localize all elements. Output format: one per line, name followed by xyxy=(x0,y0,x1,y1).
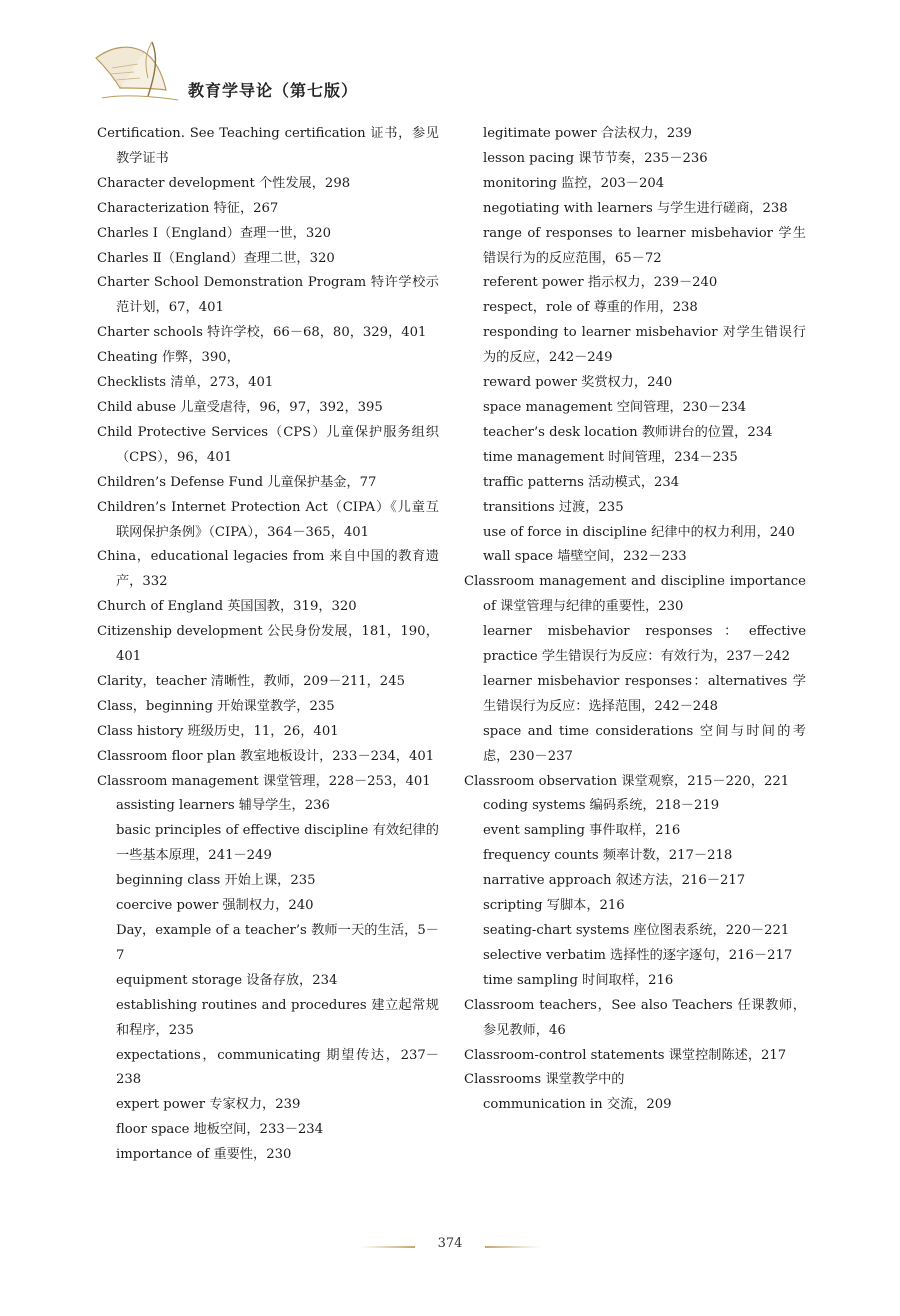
index-entry: Classroom observation 课堂观察，215－220，221 xyxy=(464,773,790,789)
index-entry: Certification. See Teaching certification 证书，参见教学证书 xyxy=(97,126,439,166)
index-subentry: assisting learners 辅导学生，236 xyxy=(116,798,330,814)
index-subentry: frequency counts 频率计数，217－218 xyxy=(483,848,733,864)
index-subentry: use of force in discipline 纪律中的权力利用，240 xyxy=(483,524,795,540)
index-entry: Children’s Internet Protection Act（CIPA）《儿童互联网保护条例》（CIPA），364－365，401 xyxy=(97,499,439,540)
index-subentry: reward power 奖赏权力，240 xyxy=(483,375,673,391)
index-entry: Clarity，teacher 清晰性，教师，209－211，245 xyxy=(97,673,405,689)
index-subentry: traffic patterns 活动模式，234 xyxy=(483,474,680,490)
index-subentry: learner misbehavior responses：alternatives 学生错误行为反应：选择范围，242－248 xyxy=(483,673,806,714)
index-subentry: teacher’s desk location 教师讲台的位置，234 xyxy=(483,424,773,440)
index-subentry: negotiating with learners 与学生进行磋商，238 xyxy=(483,200,788,216)
index-entry: Class history 班级历史，11，26，401 xyxy=(97,723,339,739)
index-subentry: coding systems 编码系统，218－219 xyxy=(483,798,720,814)
index-subentry: lesson pacing 课节节奏，235－236 xyxy=(483,150,708,166)
index-subentry: coercive power 强制权力，240 xyxy=(116,898,314,914)
index-subentry: basic principles of effective discipline 有效纪律的一些基本原理，241－249 xyxy=(116,823,439,864)
index-entry: Charter School Demonstration Program 特许学校示范计划，67，401 xyxy=(97,275,439,316)
index-entry: Church of England 英国国教，319，320 xyxy=(97,599,357,615)
index-subentry: expectations，communicating 期望传达，237－238 xyxy=(116,1047,439,1088)
index-subentry: establishing routines and procedures 建立起常规和程序，235 xyxy=(116,997,439,1038)
index-entry: Classroom-control statements 课堂控制陈述，217 xyxy=(464,1047,787,1063)
footer-rule-right xyxy=(485,1246,540,1248)
page-number: 374 xyxy=(437,1236,463,1251)
index-entry: Classroom floor plan 教室地板设计，233－234，401 xyxy=(97,748,435,764)
index-subentry: respect，role of 尊重的作用，238 xyxy=(483,300,698,316)
index-subentry: legitimate power 合法权力，239 xyxy=(483,126,692,141)
index-subentry: expert power 专家权力，239 xyxy=(116,1097,301,1113)
index-subentry: floor space 地板空间，233－234 xyxy=(116,1122,324,1138)
book-title: 教育学导论（第七版） xyxy=(188,81,359,100)
index-entry: Characterization 特征，267 xyxy=(97,200,279,216)
index-subentry: wall space 墙壁空间，232－233 xyxy=(483,549,687,565)
index-subentry: monitoring 监控，203－204 xyxy=(483,175,665,191)
index-subentry: learner misbehavior responses：effective practice 学生错误行为反应：有效行为，237－242 xyxy=(483,624,806,665)
index-subentry: time sampling 时间取样，216 xyxy=(483,972,674,988)
index-entry: Character development 个性发展，298 xyxy=(97,175,351,191)
index-subentry: event sampling 事件取样，216 xyxy=(483,823,681,839)
index-subentry: scripting 写脚本，216 xyxy=(483,898,625,914)
index-subentry: Day，example of a teacher’s 教师一天的生活，5－7 xyxy=(116,923,439,963)
index-subentry: beginning class 开始上课，235 xyxy=(116,873,316,889)
index-entry: Child abuse 儿童受虐待，96，97，392，395 xyxy=(97,399,383,415)
index-subentry: equipment storage 设备存放，234 xyxy=(116,972,338,988)
index-subentry: selective verbatim 选择性的逐字逐句，216－217 xyxy=(483,947,793,963)
index-entry: Cheating 作弊，390， xyxy=(97,350,240,366)
index-subentry: communication in 交流，209 xyxy=(483,1097,672,1113)
index-entry: Class，beginning 开始课堂教学，235 xyxy=(97,698,335,714)
index-entry: Classroom management 课堂管理，228－253，401 xyxy=(97,773,431,789)
index-subentry: seating-chart systems 座位图表系统，220－221 xyxy=(483,923,790,938)
index-subentry: space and time considerations 空间与时间的考虑，230－237 xyxy=(483,723,806,764)
index-entry: Child Protective Services（CPS）儿童保护服务组织（CPS），96，401 xyxy=(97,424,439,465)
index-subentry: responding to learner misbehavior 对学生错误行为的反应，242－249 xyxy=(483,325,806,366)
index-entry: Charles Ⅱ（England）查理二世，320 xyxy=(97,250,335,266)
index-entry: Children’s Defense Fund 儿童保护基金，77 xyxy=(97,474,377,490)
book-quill-ornament-icon xyxy=(92,38,182,104)
index-subentry: time management 时间管理，234－235 xyxy=(483,449,738,465)
index-entry: Classroom management and discipline importance of 课堂管理与纪律的重要性，230 xyxy=(464,574,806,615)
index-entry: Classroom teachers，See also Teachers 任课教师，参见教师，46 xyxy=(464,997,806,1038)
index-subentry: range of responses to learner misbehavior 学生错误行为的反应范围，65－72 xyxy=(483,225,806,266)
index-entry: Charles Ⅰ（England）查理一世，320 xyxy=(97,225,332,241)
page-footer xyxy=(360,1232,540,1262)
index-entry: Citizenship development 公民身份发展，181，190，401 xyxy=(97,624,439,665)
index-subentry: transitions 过渡，235 xyxy=(483,499,624,515)
index-entry: Classrooms 课堂教学中的 xyxy=(464,1072,625,1088)
index-subentry: importance of 重要性，230 xyxy=(116,1147,292,1163)
page-header xyxy=(92,38,392,108)
left-column xyxy=(97,122,439,1168)
index-entry: Charter schools 特许学校，66－68，80，329，401 xyxy=(97,325,427,341)
index-entry: China，educational legacies from 来自中国的教育遗产，332 xyxy=(97,549,439,590)
index-subentry: narrative approach 叙述方法，216－217 xyxy=(483,873,746,889)
right-column xyxy=(464,122,806,1118)
index-subentry: referent power 指示权力，239－240 xyxy=(483,275,718,291)
index-entry: Checklists 清单，273，401 xyxy=(97,375,274,391)
index-subentry: space management 空间管理，230－234 xyxy=(483,399,747,415)
